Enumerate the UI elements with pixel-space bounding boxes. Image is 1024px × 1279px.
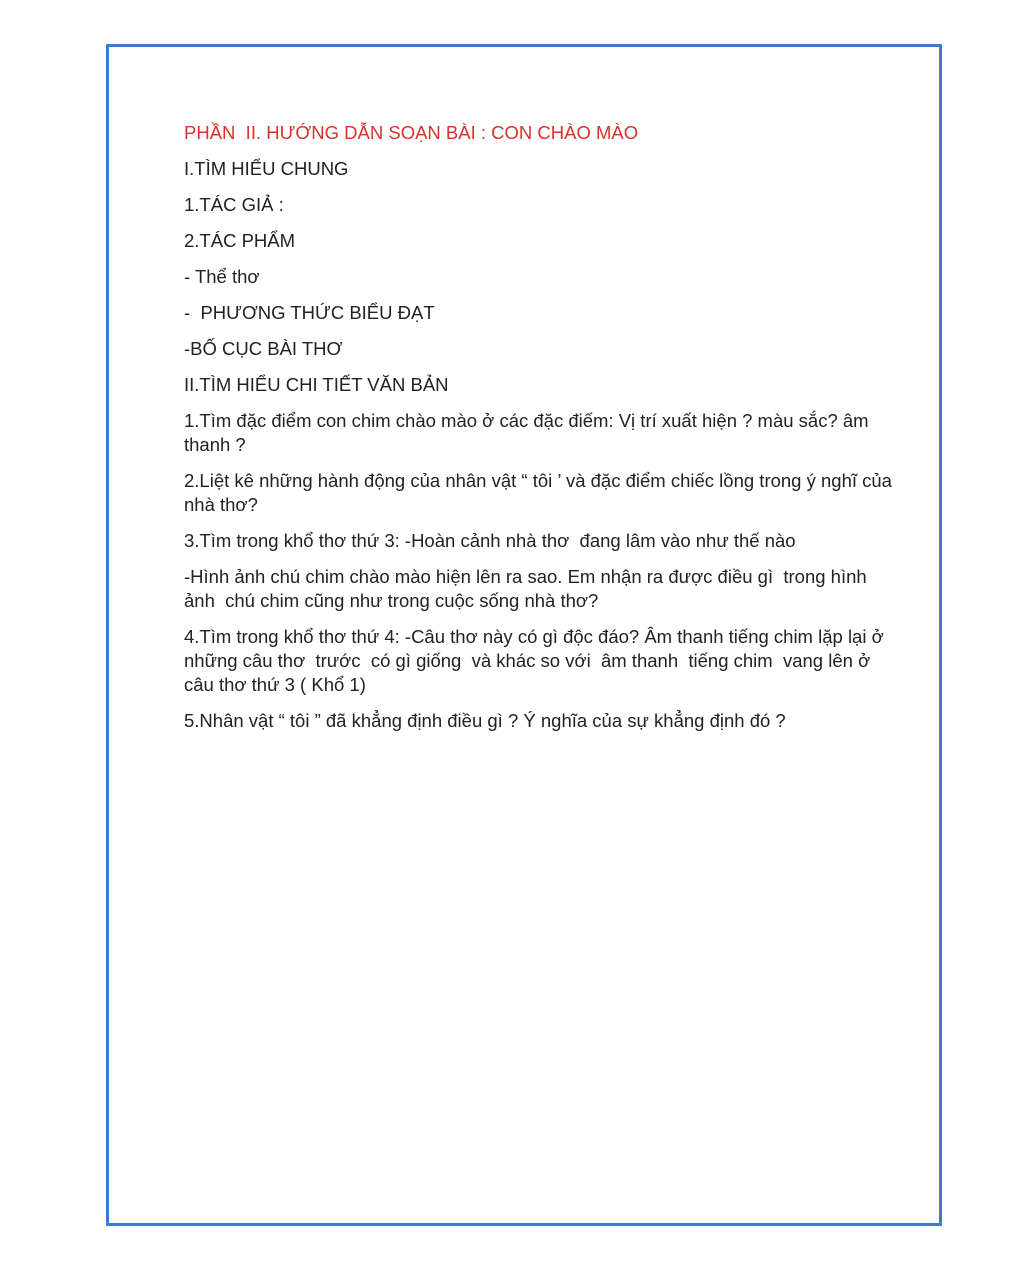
heading-work: 2.TÁC PHẨM — [184, 230, 296, 251]
question-1: 1.Tìm đặc điểm con chim chào mào ở các đặc điếm: Vị trí xuất hiện ? màu sắc? âm thanh ? — [184, 410, 874, 455]
question-3: 3.Tìm trong khổ thơ thứ 3: -Hoàn cảnh nhà thơ đang lâm vào như thế nào — [184, 530, 796, 551]
document-title: PHẦN II. HƯỚNG DẪN SOẠN BÀI : CON CHÀO MÀO — [184, 122, 639, 143]
heading-detailed-study: II.TÌM HIỂU CHI TIẾT VĂN BẢN — [184, 374, 449, 395]
document-content — [184, 121, 898, 745]
question-3-sub: -Hình ảnh chú chim chào mào hiện lên ra sao. Em nhận ra được điều gì trong hình ảnh chú chim cũng như trong cuộc sống nhà thơ? — [184, 566, 872, 611]
question-2: 2.Liệt kê những hành động của nhân vật “ tôi ’ và đặc điểm chiếc lồng trong ý nghĩ của nhà thơ? — [184, 470, 898, 515]
question-4: 4.Tìm trong khổ thơ thứ 4: -Câu thơ này có gì độc đáo? Âm thanh tiếng chim lặp lại ở những câu thơ trước có gì giống và khác so với âm thanh tiếng chim vang lên ở câu thơ thứ 3 ( Khổ 1) — [184, 626, 889, 695]
heading-general-overview: I.TÌM HIỂU CHUNG — [184, 158, 349, 179]
item-poem-form: - Thể thơ — [184, 266, 260, 287]
item-poem-structure: -BỐ CỤC BÀI THƠ — [184, 338, 343, 359]
heading-author: 1.TÁC GIẢ : — [184, 194, 284, 215]
item-expression-mode: - PHƯƠNG THỨC BIỂU ĐẠT — [184, 302, 435, 323]
document-page — [106, 44, 942, 1226]
question-5: 5.Nhân vật “ tôi ” đã khẳng định điều gì ? Ý nghĩa của sự khẳng định đó ? — [184, 710, 786, 731]
